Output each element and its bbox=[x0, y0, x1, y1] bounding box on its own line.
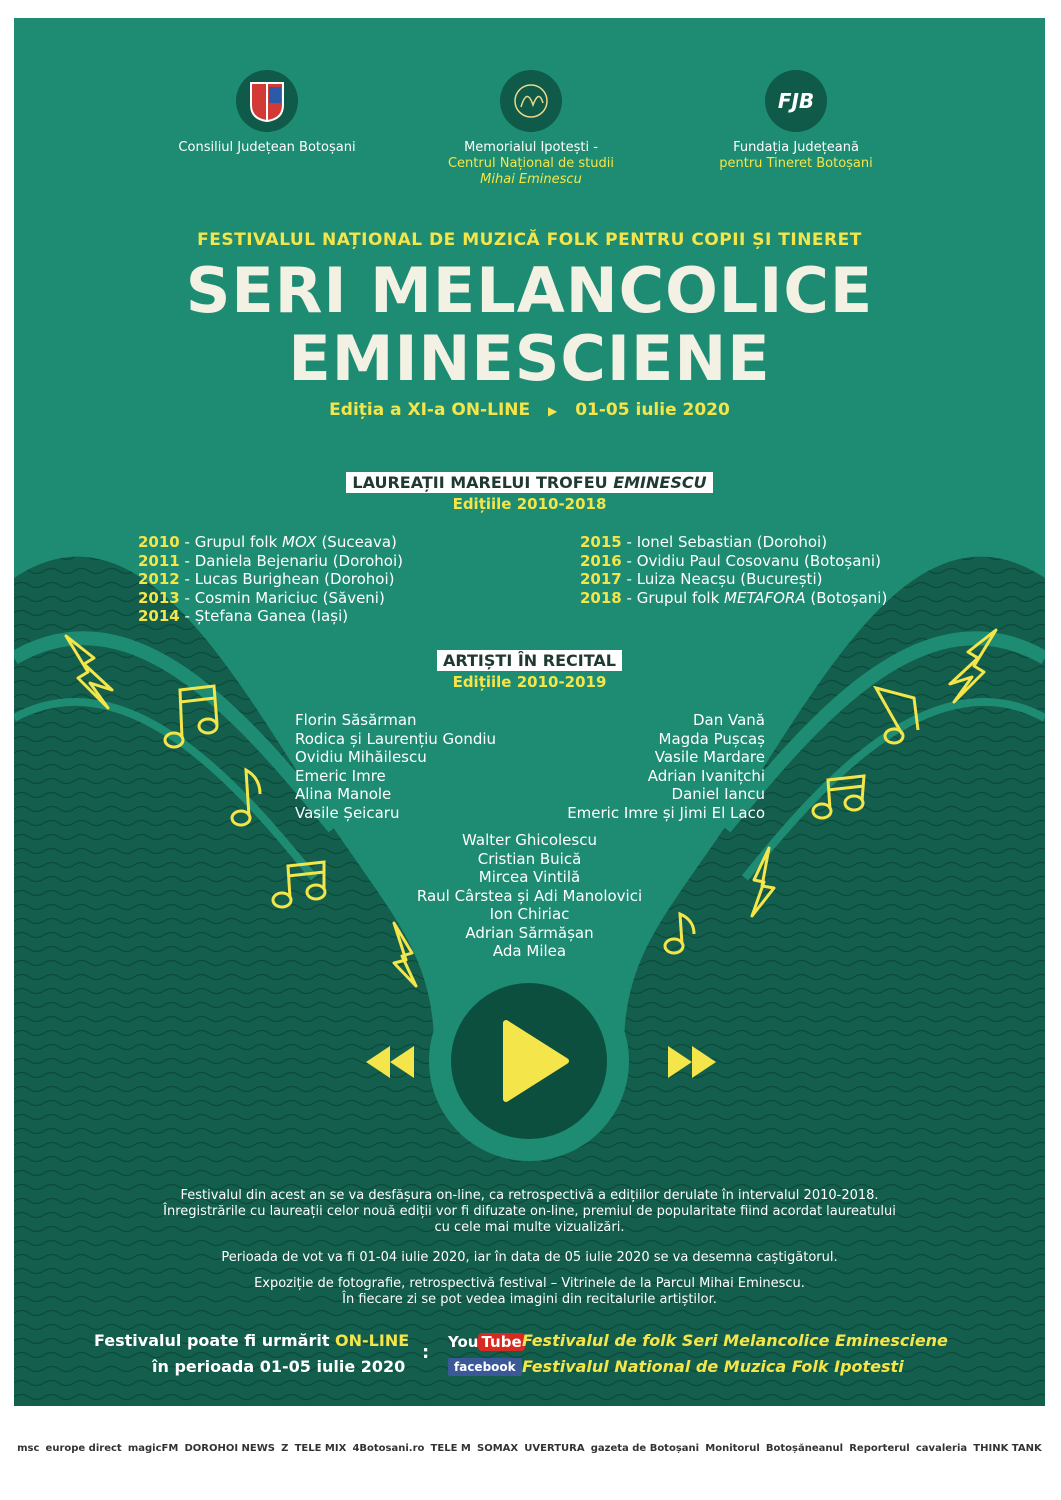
artist-name: Cristian Buică bbox=[477, 849, 582, 868]
laureate-year: 2013 bbox=[138, 588, 180, 607]
organizer-memorial bbox=[431, 70, 631, 188]
sponsor-logo: TELE M bbox=[430, 1442, 471, 1454]
laureate-name: - Ștefana Ganea (Iași) bbox=[179, 607, 349, 625]
artist-name: Walter Ghicolescu bbox=[462, 831, 597, 849]
info-paragraph-3b: În fiecare zi se pot vedea imagini din recitalurile artiștilor. bbox=[342, 1292, 717, 1307]
coat-of-arms-icon bbox=[236, 70, 298, 132]
recital-list-left bbox=[295, 711, 496, 822]
artist-name: Raul Cârstea și Adi Manolovici bbox=[416, 886, 643, 905]
sponsor-logos bbox=[14, 1418, 1045, 1478]
laureate-location: (Botoșani) bbox=[805, 588, 888, 607]
poster bbox=[14, 18, 1045, 1406]
sponsor-logo: Z bbox=[281, 1442, 289, 1454]
follow-text: Festivalul poate fi urmărit ON-LINE în perioada 01-05 iulie 2020 bbox=[94, 1331, 410, 1376]
facebook-logo[interactable]: facebook bbox=[448, 1358, 522, 1376]
laureate-item bbox=[138, 533, 403, 552]
laureate-name: - Daniela Bejenariu (Dorohoi) bbox=[179, 551, 403, 570]
sponsor-logo: Botoșăneanul bbox=[765, 1442, 844, 1454]
sponsor-logo: gazeta de Botoșani bbox=[590, 1442, 700, 1454]
info-paragraph-3a: Expoziție de fotografie, retrospectivă festival – Vitrinele de la Parcul Mihai Eminescu. bbox=[254, 1276, 805, 1291]
artist-name: Ovidiu Mihăilescu bbox=[295, 748, 427, 766]
sponsor-logo: europe direct bbox=[45, 1442, 122, 1454]
info-paragraph-1: Festivalul din acest an se va desfășura on-line, ca retrospectivă a edițiilor derulate în intervalul 2010-2018. Înregistrările cu laureații celor nouă ediții vor fi difuzate on-line, premiul de popularitate fiind acordat laureatului cu cele mai multe vizualizări. bbox=[163, 1188, 896, 1235]
memorial-logo-icon bbox=[500, 70, 562, 132]
artist-name: Ada Milea bbox=[492, 942, 567, 960]
artist-name: Ion Chiriac bbox=[489, 905, 570, 923]
organizer-consiliul bbox=[167, 70, 367, 156]
artist-name: Mircea Vintilă bbox=[478, 868, 581, 886]
laureates-heading: LAUREAȚII MARELUI TROFEU EMINESCU Edițiile 2010-2018 bbox=[14, 472, 1045, 513]
youtube-channel-title[interactable]: Festivalul de folk Seri Melancolice Eminesciene bbox=[522, 1331, 948, 1350]
laureate-year: 2016 bbox=[580, 551, 622, 570]
festival-subtitle: FESTIVALUL NAȚIONAL DE MUZICĂ FOLK PENTRU COPII ȘI TINERET bbox=[197, 230, 862, 250]
facebook-page-title[interactable]: Festivalul National de Muzica Folk Ipotesti bbox=[522, 1357, 904, 1376]
sponsor-logo: msc bbox=[17, 1442, 40, 1454]
laureate-item bbox=[580, 533, 887, 552]
recital-list-right bbox=[567, 711, 765, 822]
organizer-name-line2: Centrul Național de studii bbox=[447, 156, 614, 171]
sponsor-logo: Reporterul bbox=[849, 1442, 910, 1454]
arrow-icon: ▶ bbox=[548, 404, 558, 418]
laureate-year: 2017 bbox=[580, 570, 622, 588]
laureate-year: 2012 bbox=[138, 570, 180, 588]
artist-name: Daniel Iancu bbox=[671, 785, 765, 803]
artist-name: Dan Vană bbox=[692, 711, 765, 729]
sponsor-logo: SOMAX bbox=[477, 1442, 519, 1454]
artist-name: Vasile Mardare bbox=[654, 748, 765, 766]
laureate-name: - Cosmin Mariciuc (Săveni) bbox=[179, 588, 385, 607]
laureates-editions: Edițiile 2010-2018 bbox=[452, 495, 607, 513]
laureate-year: 2010 bbox=[138, 533, 180, 551]
laureate-item bbox=[138, 589, 403, 608]
laureate-group: MOX bbox=[282, 533, 317, 551]
organizer-name: Consiliul Județean Botoșani bbox=[178, 140, 356, 155]
sponsor-logo: THINK TANK bbox=[973, 1442, 1042, 1454]
sponsor-logo: UVERTURA bbox=[524, 1442, 585, 1454]
colon: : bbox=[422, 1342, 430, 1363]
laureate-name: - Ovidiu Paul Cosovanu (Botoșani) bbox=[621, 551, 881, 570]
laureate-name: - Ionel Sebastian (Dorohoi) bbox=[621, 533, 828, 551]
laureate-item bbox=[580, 552, 887, 571]
sponsor-logo: magicFM bbox=[127, 1442, 179, 1454]
laureate-name: - Luiza Neacșu (București) bbox=[621, 570, 823, 588]
artist-name: Magda Pușcaș bbox=[658, 729, 765, 748]
sponsor-logo: TELE MIX bbox=[294, 1442, 347, 1454]
artist-name: Vasile Șeicaru bbox=[295, 803, 400, 822]
sponsor-logo: cavaleria bbox=[915, 1442, 968, 1454]
laureate-group: METAFORA bbox=[724, 588, 806, 607]
artist-name: Emeric Imre și Jimi El Laco bbox=[567, 803, 765, 822]
festival-title-line2: EMINESCIENE bbox=[288, 322, 771, 395]
laureates-list-right bbox=[580, 533, 887, 607]
artist-name: Florin Săsărman bbox=[295, 711, 417, 729]
laureate-year: 2014 bbox=[138, 607, 180, 625]
laureate-item bbox=[580, 570, 887, 589]
info-paragraph-2: Perioada de vot va fi 01-04 iulie 2020, iar în data de 05 iulie 2020 se va desemna caștigătorul. bbox=[221, 1250, 838, 1265]
laureate-name: - Lucas Burighean (Dorohoi) bbox=[179, 570, 395, 588]
laureate-year: 2011 bbox=[138, 551, 180, 570]
festival-title-line1: SERI MELANCOLICE bbox=[185, 254, 874, 327]
laureate-location: (Suceava) bbox=[316, 533, 397, 551]
recital-heading: ARTIȘTI ÎN RECITAL Edițiile 2010-2019 bbox=[14, 650, 1045, 691]
artist-name: Rodica și Laurențiu Gondiu bbox=[295, 729, 497, 748]
organizer-name-line3: Mihai Eminescu bbox=[480, 172, 582, 187]
laureate-item bbox=[138, 607, 403, 626]
artist-name: Emeric Imre bbox=[295, 766, 386, 785]
organizer-fundatia bbox=[696, 70, 896, 172]
artist-name: Alina Manole bbox=[295, 785, 392, 803]
laureate-item bbox=[580, 589, 887, 608]
laureates-list-left bbox=[138, 533, 403, 626]
artist-name: Adrian Ivanițchi bbox=[647, 766, 765, 785]
laureate-item bbox=[138, 570, 403, 589]
organizer-name: Fundația Județeană bbox=[733, 140, 859, 155]
youtube-logo[interactable]: You Tube bbox=[448, 1332, 525, 1351]
organizer-name-line2: pentru Tineret Botoșani bbox=[719, 156, 873, 171]
laureate-name: - Grupul folk bbox=[179, 533, 283, 551]
festival-edition: Ediția a XI-a ON-LINE ▶ 01-05 iulie 2020 bbox=[329, 400, 730, 420]
laureate-year: 2015 bbox=[580, 533, 622, 551]
artist-name: Adrian Sărmășan bbox=[465, 923, 594, 942]
recital-editions: Edițiile 2010-2019 bbox=[452, 673, 607, 691]
sponsor-logo: DOROHOI NEWS bbox=[184, 1442, 275, 1454]
recital-list-center bbox=[14, 831, 1045, 961]
laureate-name: - Grupul folk bbox=[621, 588, 725, 607]
fjt-logo-icon: FJB bbox=[765, 70, 827, 132]
sponsor-logo: 4Botosani.ro bbox=[352, 1442, 425, 1454]
organizer-name: Memorialul Ipotești - bbox=[464, 140, 598, 155]
laureate-year: 2018 bbox=[580, 588, 622, 607]
laureate-item bbox=[138, 552, 403, 571]
sponsor-logo: Monitorul bbox=[705, 1442, 760, 1454]
